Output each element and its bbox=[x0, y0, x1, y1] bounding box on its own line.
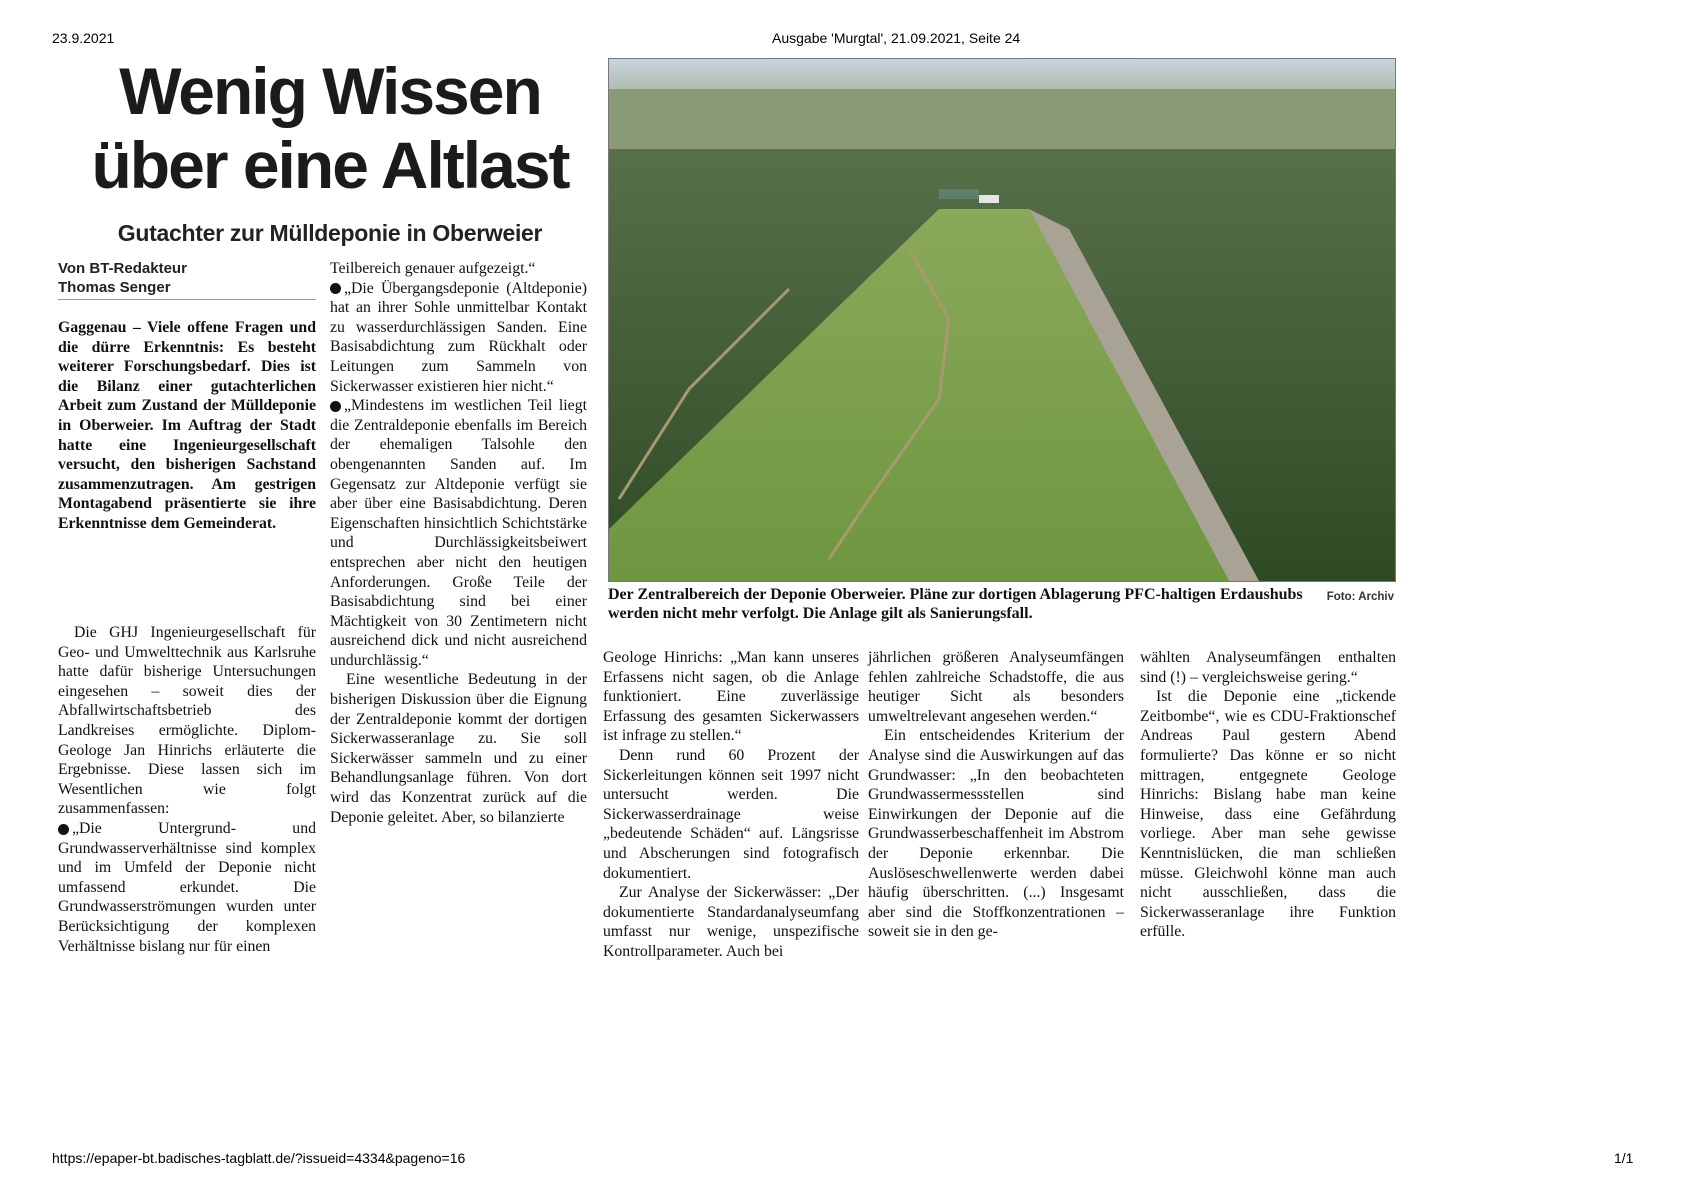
photo-illustration bbox=[609, 59, 1395, 581]
bullet-icon bbox=[330, 283, 341, 294]
article-column-1 bbox=[58, 318, 316, 546]
bullet-item-3 bbox=[330, 396, 587, 670]
article-column-5 bbox=[1140, 648, 1396, 942]
bullet-icon bbox=[330, 401, 341, 412]
byline-role: Von BT-Redakteur bbox=[58, 260, 187, 277]
byline bbox=[58, 259, 316, 300]
headline-line-2: über eine Altlast bbox=[91, 128, 569, 202]
column-5-paragraph-2: Ist die Deponie eine „tickende Zeitbombe“, wie es CDU-Fraktionschef Andreas Paul gestern Abend formulierte? Das könne er so nicht mittragen, entgegnete Geologe Hinrichs: Bislang habe man keine Hinweise, dass eine Gefährdung vorliege. Aber man sehe gewisse Kenntnislücken, die man schließen müsse. Gleichwohl könne man auch nicht ausschließen, dass die Sickerwasseranlage ihre Funktion erfülle. bbox=[1140, 688, 1396, 941]
byline-author: Thomas Senger bbox=[58, 279, 171, 296]
bullet-icon bbox=[58, 824, 69, 835]
bullet-item-2 bbox=[330, 279, 587, 397]
headline-line-1: Wenig Wissen bbox=[119, 54, 541, 128]
landfill-aerial-photo bbox=[608, 58, 1396, 582]
caption-text: Der Zentralbereich der Deponie Oberweier. Pläne zur dortigen Ablagerung PFC-haltigen Erdaushubs werden nicht mehr verfolgt. Die Anlage gilt als Sanierungsfall. bbox=[608, 586, 1303, 622]
print-date: 23.9.2021 bbox=[52, 30, 115, 46]
article-column-4 bbox=[868, 648, 1124, 942]
column-3-paragraph-3: Zur Analyse der Sickerwässer: „Der dokumentierte Standardanalyseumfang umfasst nur wenige, unspezifische Kontrollparameter. Auch bei bbox=[603, 884, 859, 960]
column-4-paragraph-1: jährlichen größeren Analyseumfängen fehlen zahlreiche Schadstoffe, die aus heutiger Sicht als besonders umweltrelevant angesehen werden.“ bbox=[868, 649, 1124, 725]
article-column-1-body bbox=[58, 623, 316, 956]
headline bbox=[60, 54, 600, 202]
photo-credit: Foto: Archiv bbox=[1326, 591, 1394, 603]
column-4-paragraph-2: Ein entscheidendes Kriterium der Analyse sind die Auswirkungen auf das Grundwasser: „In den beobachteten Grundwassermessstellen sind Einwirkungen der Deponie auf die Grundwasserbeschaffenheit im Abstrom der Deponie erkennbar. Die Auslöseschwellenwerte werden dabei häufig überschritten. (...) Insgesamt aber sind die Stoffkonzentrationen – soweit sie in den ge- bbox=[868, 727, 1124, 941]
column-3-paragraph-1: Geologe Hinrichs: „Man kann unseres Erfassens nicht sagen, ob die Anlage funktioniert. Eine zuverlässige Erfassung des gesamten Sickerwassers ist infrage zu stellen.“ bbox=[603, 649, 859, 745]
column-5-paragraph-1: wählten Analyseumfängen enthalten sind (!) – vergleichsweise gering.“ bbox=[1140, 649, 1396, 686]
subheadline: Gutachter zur Mülldeponie in Oberweier bbox=[117, 220, 543, 246]
article-column-3 bbox=[603, 648, 859, 962]
bullet-item-1 bbox=[58, 819, 316, 956]
article-column-2 bbox=[330, 259, 587, 827]
lead-paragraph: Gaggenau – Viele offene Fragen und die dürre Erkenntnis: Es besteht weiterer Forschungsbedarf. Dies ist die Bilanz einer gutachterlichen Arbeit zum Zustand der Mülldeponie in Oberweier. Im Auftrag der Stadt hatte eine Ingenieurgesellschaft versucht, den bisherigen Sachstand zusammenzutragen. Am gestrigen Montagabend präsentierte sie ihre Erkenntnisse dem Gemeinderat. bbox=[58, 319, 316, 532]
bullet-text-2: „Die Übergangsdeponie (Altdeponie) hat an ihrer Sohle unmittelbar Kontakt zu wasserdurchlässigen Sanden. Eine Basisabdichtung zum Rückhalt oder Leitungen zum Sammeln von Sickerwasser existieren hier nicht.“ bbox=[330, 279, 587, 395]
bullet-text-3: „Mindestens im westlichen Teil liegt die Zentraldeponie ebenfalls im Bereich der ehemaligen Talsohle den obengenannten Sanden auf. Im Gegensatz zur Altdeponie verfügt sie aber über eine Basisabdichtung. Deren Eigenschaften hinsichtlich Schichtstärke und Durchlässigkeitsbeiwert entsprechen aber nicht den heutigen Anforderungen. Große Teile der Basisabdichtung sind bei einer Mächtigkeit von 30 Zentimetern nicht ausreichend dick und nicht ausreichend undurchlässig.“ bbox=[330, 397, 587, 669]
photo-caption bbox=[608, 585, 1394, 623]
body-paragraph-1: Die GHJ Ingenieurgesellschaft für Geo- und Umwelttechnik aus Karlsruhe hatte dafür bisherige Untersuchungen eingesehen – soweit dies der Abfallwirtschaftsbetrieb des Landkreises ermöglichte. Diplom-Geologe Jan Hinrichs erläuterte die Ergebnisse. Diese lassen sich im Wesentlichen wie folgt zusammenfassen: bbox=[58, 624, 316, 818]
body-paragraph-2: Eine wesentliche Bedeutung in der bisherigen Diskussion über die Eignung der Zentraldeponie kommt der dortigen Sickerwasseranlage zu. Sie soll Sickerwässer sammeln und zu einer Behandlungsanlage führen. Von dort wird das Konzentrat zurück auf die Deponie geleitet. Aber, so bilanzierte bbox=[330, 671, 587, 826]
edition-info: Ausgabe 'Murgtal', 21.09.2021, Seite 24 bbox=[772, 30, 1021, 46]
column-2-continuation: Teilbereich genauer aufgezeigt.“ bbox=[330, 260, 536, 277]
bullet-text-1: „Die Untergrund- und Grundwasserverhältnisse sind komplex und im Umfeld der Deponie nicht umfassend erkundet. Die Grundwasserströmungen wurden unter Berücksichtigung der komplexen Verhältnisse bislang nur für einen bbox=[58, 819, 316, 955]
page-count: 1/1 bbox=[1614, 1150, 1634, 1166]
page-url: https://epaper-bt.badisches-tagblatt.de/?issueid=4334&pageno=16 bbox=[52, 1150, 466, 1166]
column-3-paragraph-2: Denn rund 60 Prozent der Sickerleitungen können seit 1997 nicht untersucht werden. Die Sickerwasserdrainage weise „bedeutende Schäden“ auf. Längsrisse und Abscherungen sind fotografisch dokumentiert. bbox=[603, 746, 859, 882]
